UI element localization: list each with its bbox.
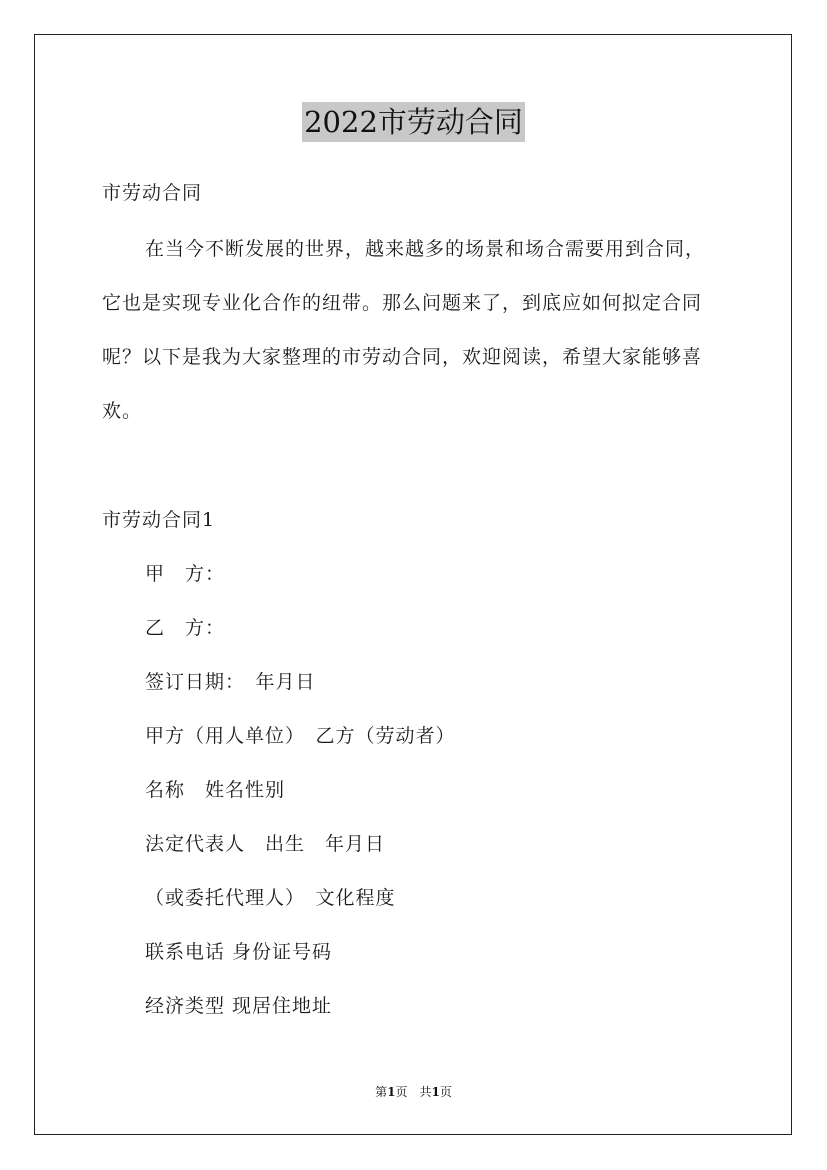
field-name-gender: 名称 姓名性别 bbox=[145, 779, 286, 801]
page-current: 1 bbox=[387, 1085, 396, 1099]
page-prefix: 第 bbox=[375, 1085, 388, 1099]
intro-line-4: 欢。 bbox=[102, 400, 143, 422]
field-agent-education: （或委托代理人） 文化程度 bbox=[145, 887, 396, 909]
section-heading: 市劳动合同1 bbox=[102, 509, 216, 531]
field-legal-rep-birth: 法定代表人 出生 年月日 bbox=[145, 833, 386, 855]
page-footer bbox=[0, 1084, 827, 1100]
page-total: 1 bbox=[431, 1085, 440, 1099]
page-suffix: 页 bbox=[439, 1085, 452, 1099]
field-economy-address: 经济类型 现居住地址 bbox=[145, 995, 333, 1017]
page-mid: 页 共 bbox=[395, 1085, 432, 1099]
intro-line-1: 在当今不断发展的世界，越来越多的场景和场合需要用到合同， bbox=[145, 238, 706, 260]
title-container bbox=[0, 102, 827, 142]
field-party-b: 乙 方： bbox=[145, 617, 226, 639]
field-party-a: 甲 方： bbox=[145, 563, 226, 585]
field-sign-date: 签订日期： 年月日 bbox=[145, 671, 316, 693]
field-employer-employee: 甲方（用人单位） 乙方（劳动者） bbox=[145, 725, 456, 747]
intro-line-3: 呢？以下是我为大家整理的市劳动合同，欢迎阅读，希望大家能够喜 bbox=[102, 346, 703, 368]
field-phone-id: 联系电话 身份证号码 bbox=[145, 941, 333, 963]
document-heading: 市劳动合同 bbox=[102, 182, 203, 204]
document-title: 2022市劳动合同 bbox=[302, 102, 525, 142]
intro-line-2: 它也是实现专业化合作的纽带。那么问题来了，到底应如何拟定合同 bbox=[102, 292, 703, 314]
